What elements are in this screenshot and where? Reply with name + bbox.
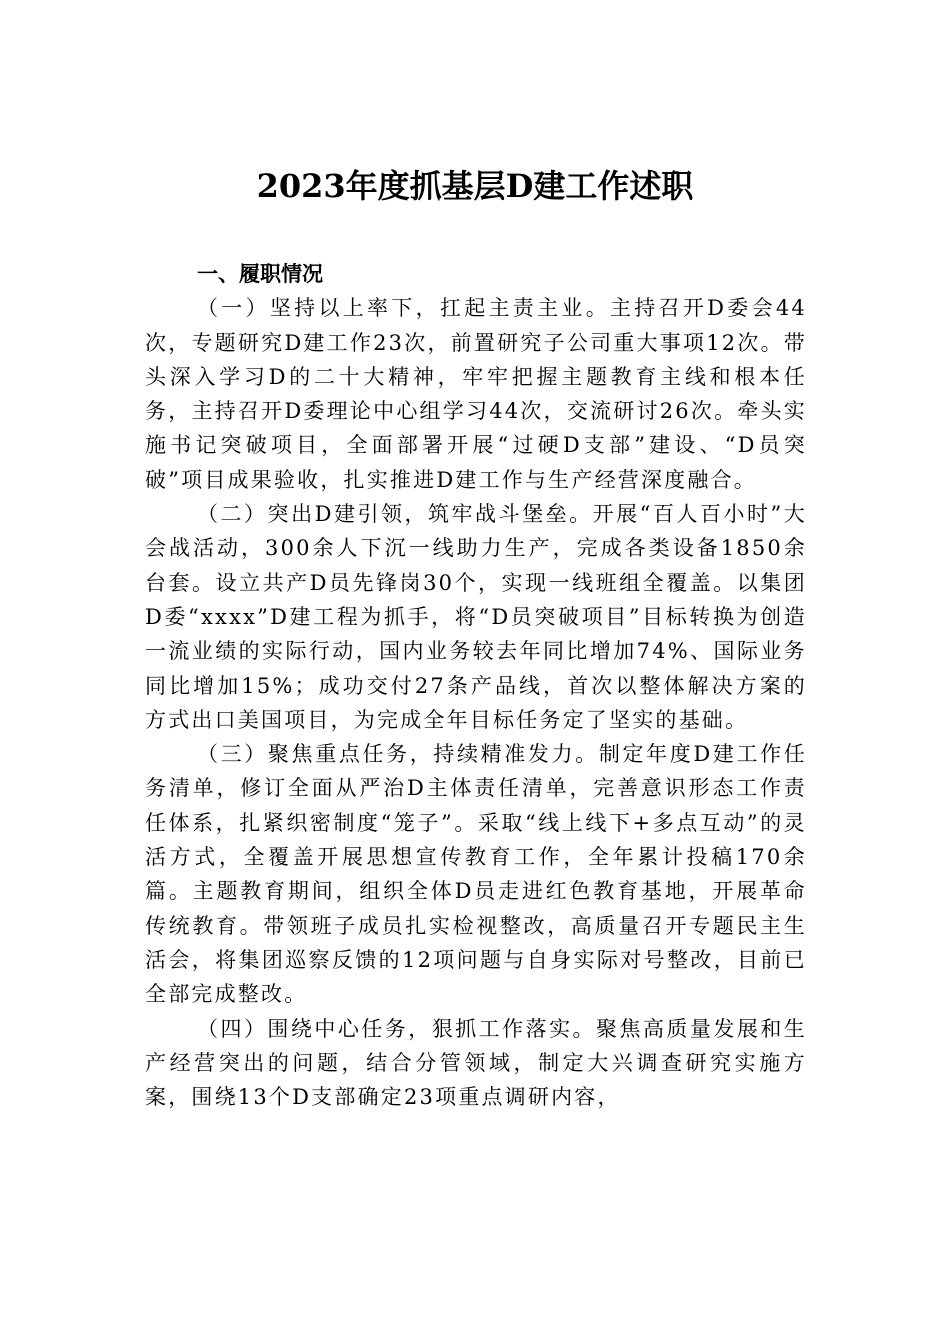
paragraph-2: （二）突出D建引领，筑牢战斗堡垒。开展“百人百小时”大会战活动，300余人下沉一线助力生产，完成各类设备1850余台套。设立共产D员先锋岗30个，实现一线班组全覆盖。以集团D委“xxxx”D建工程为抓手，将“D员突破项目”目标转换为创造一流业绩的实际行动，国内业务较去年同比增加74%、国际业务同比增加15%；成功交付27条产品线，首次以整体解决方案的方式出口美国项目，为完成全年目标任务定了坚实的基础。: [145, 502, 807, 732]
paragraph-3: （三）聚焦重点任务，持续精准发力。制定年度D建工作任务清单，修订全面从严治D主体责任清单，完善意识形态工作责任体系，扎紧织密制度“笼子”。采取“线上线下+多点互动”的灵活方式，全覆盖开展思想宣传教育工作，全年累计投稿170余篇。主题教育期间，组织全体D员走进红色教育基地，开展革命传统教育。带领班子成员扎实检视整改，高质量召开专题民主生活会，将集团巡察反馈的12项问题与自身实际对号整改，目前已全部完成整改。: [145, 742, 807, 1007]
document-title: 2023年度抓基层D建工作述职: [256, 167, 694, 205]
paragraph-4: （四）围绕中心任务，狠抓工作落实。聚焦高质量发展和生产经营突出的问题，结合分管领域，制定大兴调查研究实施方案，围绕13个D支部确定23项重点调研内容，: [145, 1016, 807, 1110]
section-heading-performance: 一、履职情况: [197, 262, 323, 286]
paragraph-1: （一）坚持以上率下，扛起主责主业。主持召开D委会44次，专题研究D建工作23次，前置研究子公司重大事项12次。带头深入学习D的二十大精神，牢牢把握主题教育主线和根本任务，主持召开D委理论中心组学习44次，交流研讨26次。牵头实施书记突破项目，全面部署开展“过硬D支部”建设、“D员突破”项目成果验收，扎实推进D建工作与生产经营深度融合。: [145, 296, 807, 492]
document-body: [145, 257, 807, 1114]
